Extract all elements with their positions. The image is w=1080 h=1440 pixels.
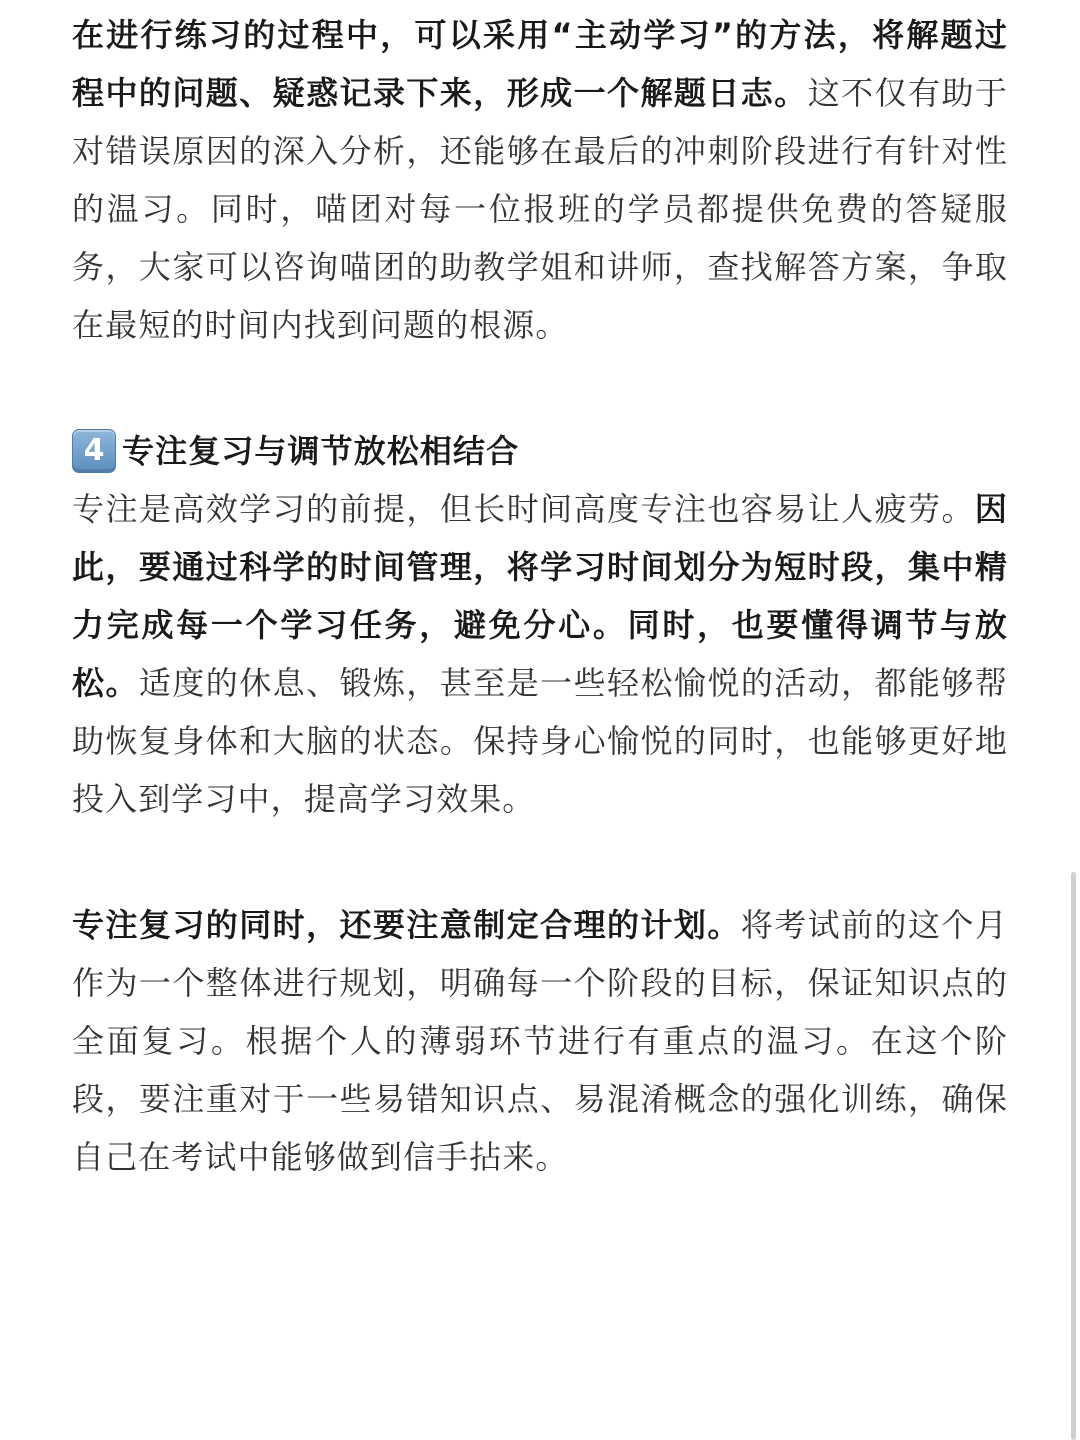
section-heading-title: 专注复习与调节放松相结合 xyxy=(122,432,520,470)
bold-text: 在进行练习的过程中，可以采用“主动学习”的方法，将解题过程中的问题、疑惑记录下来，形成一个解题日志。 xyxy=(72,16,1008,112)
paragraph-gap xyxy=(72,354,1008,422)
body-text: 适度的休息、锻炼，甚至是一些轻松愉悦的活动，都能够帮助恢复身体和大脑的状态。保持身心愉悦的同时，也能够更好地投入到学习中，提高学习效果。 xyxy=(72,664,1008,818)
bold-text: 因此，要通过科学的时间管理，将学习时间划分为短时段，集中精力完成每一个学习任务，避免分心。同时，也要懂得调节与放松。 xyxy=(72,490,1008,702)
body-text: 将考试前的这个月作为一个整体进行规划，明确每一个阶段的目标，保证知识点的全面复习。根据个人的薄弱环节进行有重点的温习。在这个阶段，要注重对于一些易错知识点、易混淆概念的强化训练，确保自己在考试中能够做到信手拈来。 xyxy=(72,906,1008,1176)
paragraph-plan xyxy=(72,896,1008,1186)
section-heading xyxy=(72,422,1008,480)
keycap-number-four-icon: 4 xyxy=(72,429,116,473)
scrollbar[interactable] xyxy=(1071,872,1076,1440)
body-text: 专注是高效学习的前提，但长时间高度专注也容易让人疲劳。 xyxy=(72,490,975,528)
bold-text: 专注复习的同时，还要注意制定合理的计划。 xyxy=(72,906,741,944)
paragraph-practice-log xyxy=(72,6,1008,354)
paragraph-gap xyxy=(72,828,1008,896)
body-text: 这不仅有助于对错误原因的深入分析，还能够在最后的冲刺阶段进行有针对性的温习。同时，喵团对每一位报班的学员都提供免费的答疑服务，大家可以咨询喵团的助教学姐和讲师，查找解答方案，争取在最短的时间内找到问题的根源。 xyxy=(72,74,1008,344)
article-body xyxy=(72,6,1008,1186)
paragraph-focus-relax xyxy=(72,480,1008,828)
